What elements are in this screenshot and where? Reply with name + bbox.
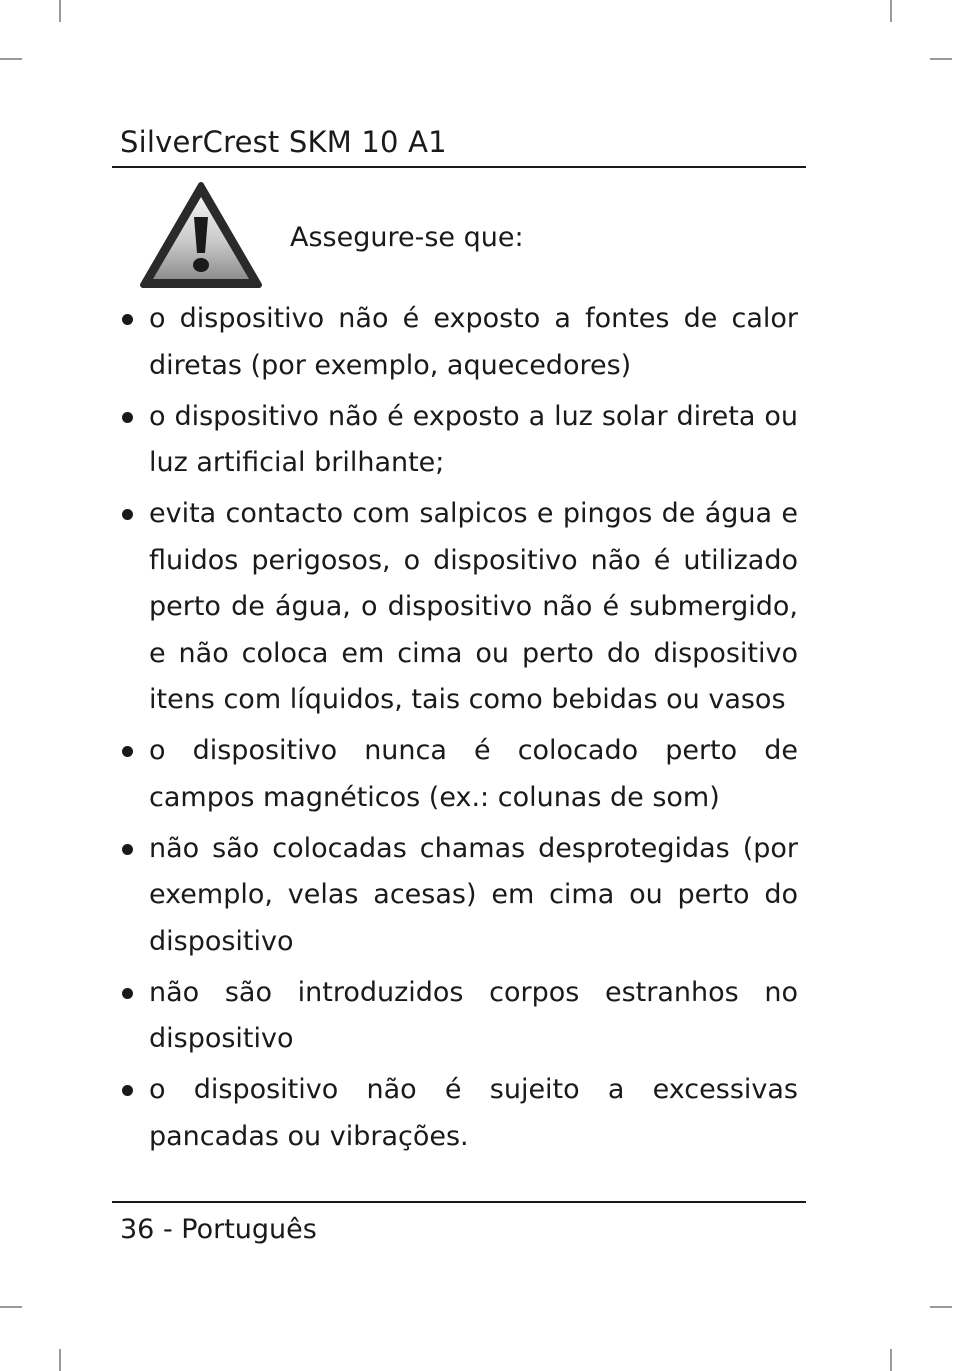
list-item [118, 394, 798, 487]
list-item [118, 491, 798, 724]
bullet-icon [122, 412, 133, 423]
crop-mark [930, 1306, 952, 1308]
header-rule [112, 166, 806, 168]
page-footer: 36 - Português [120, 1214, 317, 1245]
bullet-icon [122, 844, 133, 855]
crop-mark [59, 1349, 61, 1371]
bullet-icon [122, 314, 133, 325]
crop-mark [59, 0, 61, 22]
footer-rule [112, 1201, 806, 1203]
safety-list [118, 296, 798, 1165]
list-item-text: evita contacto com salpicos e pingos de água e fluidos perigosos, o dispositivo não é utilizado perto de água, o dispositivo não é submergido, e não coloca em cima ou perto do dispositivo itens com líquidos, tais como bebidas ou vasos [149, 498, 798, 715]
list-item-text: o dispositivo não é sujeito a excessivas pancadas ou vibrações. [149, 1074, 798, 1152]
warning-intro: Assegure-se que: [290, 222, 524, 253]
list-item [118, 728, 798, 821]
crop-mark [890, 1349, 892, 1371]
list-item [118, 826, 798, 966]
crop-mark [0, 58, 22, 60]
list-item-text: o dispositivo nunca é colocado perto de campos magnéticos (ex.: colunas de som) [149, 735, 798, 813]
crop-mark [930, 58, 952, 60]
list-item-text: o dispositivo não é exposto a luz solar direta ou luz artificial brilhante; [149, 400, 798, 478]
crop-mark [0, 1306, 22, 1308]
list-item-text: não são colocadas chamas desprotegidas (por exemplo, velas acesas) em cima ou perto do dispositivo [149, 832, 798, 957]
list-item [118, 970, 798, 1063]
list-item-text: não são introduzidos corpos estranhos no dispositivo [149, 976, 798, 1054]
warning-triangle-icon [139, 181, 263, 289]
bullet-icon [122, 746, 133, 757]
bullet-icon [122, 509, 133, 520]
bullet-icon [122, 1085, 133, 1096]
document-title: SilverCrest SKM 10 A1 [120, 125, 447, 159]
list-item [118, 1067, 798, 1160]
list-item-text: o dispositivo não é exposto a fontes de calor diretas (por exemplo, aquecedores) [149, 303, 798, 381]
list-item [118, 296, 798, 389]
crop-mark [890, 0, 892, 22]
bullet-icon [122, 988, 133, 999]
